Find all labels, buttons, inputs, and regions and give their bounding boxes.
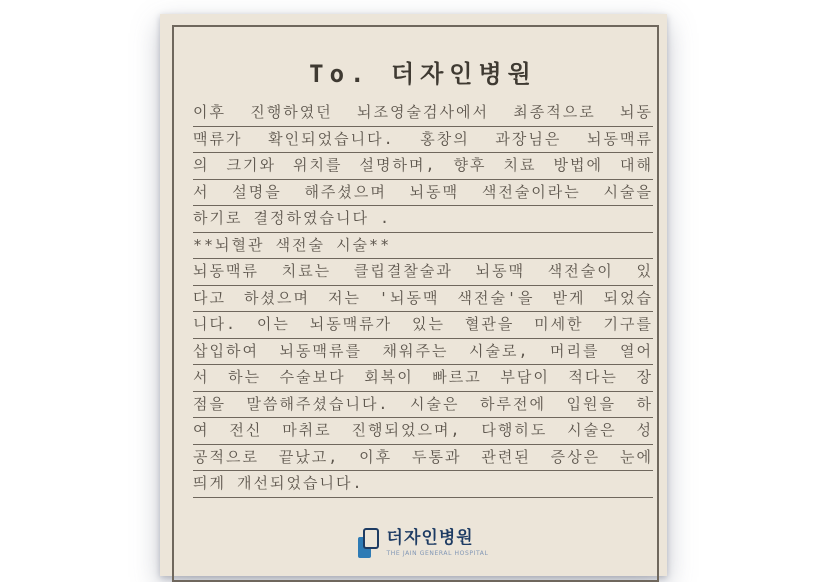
letter-line: 띄게 개선되었습니다. [193,471,653,498]
letter-line: 공적으로 끝났고, 이후 두통과 관련된 증상은 눈에 [193,445,653,472]
letter-line: 맥류가 확인되었습니다. 홍창의 과장님은 뇌동맥류 [193,127,653,154]
letter-line: 니다. 이는 뇌동맥류가 있는 혈관을 미세한 기구를 [193,312,653,339]
letter-line: 서 설명을 해주셨으며 뇌동맥 색전술이라는 시술을 [193,180,653,207]
letter-line: 이후 진행하였던 뇌조영술검사에서 최종적으로 뇌동 [193,100,653,127]
letter-line: 삽입하여 뇌동맥류를 채워주는 시술로, 머리를 열어 [193,339,653,366]
letter-body [193,100,653,498]
letter-content [193,27,653,559]
letter-line: 다고 하셨으며 저는 '뇌동맥 색전술'을 받게 되었습 [193,286,653,313]
letter-line: 서 하는 수술보다 회복이 빠르고 부담이 적다는 장 [193,365,653,392]
hospital-subtitle: THE JAIN GENERAL HOSPITAL [386,549,489,557]
logo-outline-square-icon [363,528,379,549]
hospital-logo-icon [358,528,380,559]
letter-line: 뇌동맥류 치료는 클립결찰술과 뇌동맥 색전술이 있 [193,259,653,286]
letter-line: 의 크기와 위치를 설명하며, 향후 치료 방법에 대해 [193,153,653,180]
letter-line: 점을 말씀해주셨습니다. 시술은 하루전에 입원을 하 [193,392,653,419]
letter-line: 하기로 결정하였습니다 . [193,206,653,233]
letter-line: 여 전신 마취로 진행되었으며, 다행히도 시술은 성 [193,418,653,445]
letter-title: To. 더자인병원 [309,60,537,88]
hospital-logo-text [387,528,489,557]
letter-paper [160,14,667,576]
letter-line: **뇌혈관 색전술 시술** [193,233,653,260]
hospital-name: 더자인병원 [386,527,474,548]
hospital-logo [193,528,653,559]
